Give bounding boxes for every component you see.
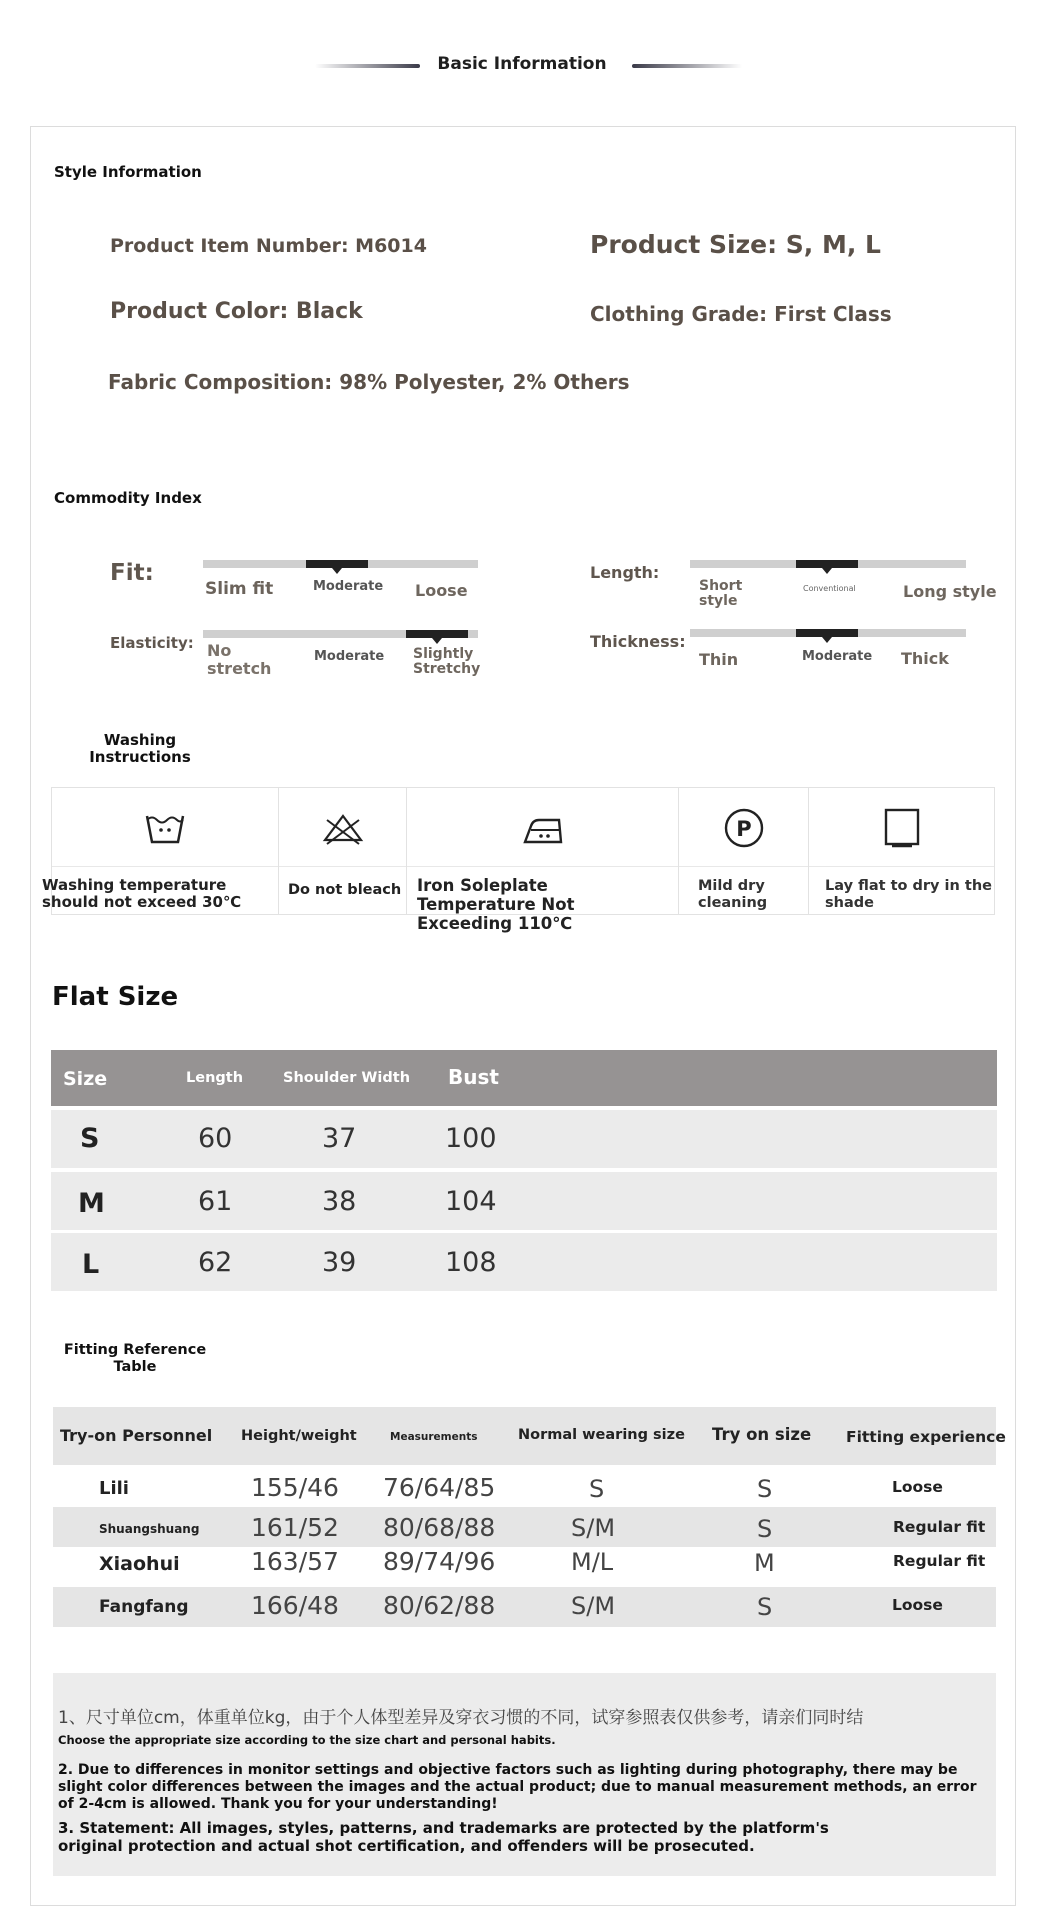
fit-scale-left: Slim fit [205, 579, 274, 599]
fitting-reference-title: Fitting Reference Table [63, 1342, 207, 1376]
fit-scale-right: Loose [415, 581, 468, 600]
wash-text-dry-flat: Lay flat to dry in the shade [825, 878, 992, 911]
elasticity-scale-right: Slightly Stretchy [413, 646, 481, 678]
flat-size-row [51, 1110, 997, 1168]
fitting-cell: M [754, 1549, 775, 1577]
flat-size-cell: 38 [322, 1186, 357, 1217]
fitting-header-personnel: Try-on Personnel [60, 1426, 213, 1445]
wash-text-temperature: Washing temperature should not exceed 30℃ [42, 876, 242, 912]
fitting-header-try-on-size: Try on size [712, 1425, 812, 1444]
flat-size-cell: M [78, 1188, 105, 1219]
fitting-cell: S [757, 1475, 773, 1503]
wash-30-icon [143, 806, 187, 850]
fitting-cell: Regular fit [893, 1552, 986, 1570]
note-line-1-cn: 1、尺寸单位cm，体重单位kg，由于个人体型差异及穿衣习惯的不同，试穿参照表仅供参考，请亲们同时结 [58, 1708, 864, 1728]
fitting-cell: 166/48 [251, 1591, 339, 1620]
fitting-row [53, 1547, 996, 1587]
fitting-cell: 80/68/88 [383, 1513, 496, 1542]
length-scale-bar [690, 560, 966, 568]
thickness-scale-mid: Moderate [802, 649, 873, 664]
fitting-cell: Regular fit [893, 1518, 986, 1536]
fitting-cell: S [757, 1515, 773, 1543]
style-information-label: Style Information [54, 163, 202, 181]
thickness-scale-left: Thin [699, 650, 739, 669]
elasticity-scale-marker [406, 630, 468, 638]
length-scale-mid: Conventional [803, 584, 856, 593]
flat-size-header-size: Size [63, 1068, 108, 1090]
flat-size-header-length: Length [186, 1070, 244, 1086]
flat-size-cell: 39 [322, 1247, 357, 1278]
thickness-label: Thickness: [590, 632, 686, 651]
flat-size-cell: 104 [445, 1186, 497, 1217]
clothing-grade: Clothing Grade: First Class [590, 302, 892, 326]
thickness-scale-bar [690, 629, 966, 637]
product-size: Product Size: S, M, L [590, 230, 881, 259]
flat-size-header-shoulder: Shoulder Width [283, 1070, 411, 1086]
flat-size-title: Flat Size [52, 982, 179, 1012]
fitting-cell: M/L [571, 1548, 614, 1576]
fitting-cell-name: Lili [99, 1478, 129, 1499]
do-not-bleach-icon [321, 806, 365, 850]
wash-text-dry-clean: Mild dry cleaning [698, 878, 768, 911]
flat-size-cell: 108 [445, 1247, 497, 1278]
length-label: Length: [590, 563, 660, 582]
fitting-cell: S/M [571, 1514, 616, 1542]
fitting-header-normal-size: Normal wearing size [518, 1427, 685, 1443]
fabric-composition: Fabric Composition: 98% Polyester, 2% Others [108, 370, 630, 394]
fitting-cell: 76/64/85 [383, 1473, 496, 1502]
flat-size-cell: 100 [445, 1123, 497, 1154]
fitting-header-row [53, 1407, 1006, 1465]
flat-size-header-row [51, 1050, 997, 1106]
fitting-row [53, 1507, 996, 1547]
flat-size-row [51, 1233, 997, 1291]
fitting-header-measurements: Measurements [390, 1431, 478, 1443]
fitting-header-height-weight: Height/weight [241, 1428, 357, 1444]
flat-size-cell: L [82, 1249, 100, 1280]
fitting-cell-name: Xiaohui [99, 1553, 180, 1575]
svg-text:P: P [735, 817, 752, 841]
length-scale-right: Long style [903, 582, 997, 601]
fitting-cell: 89/74/96 [383, 1547, 496, 1576]
note-line-1-en: Choose the appropriate size according to the size chart and personal habits. [58, 1733, 556, 1747]
flat-size-cell: S [80, 1123, 100, 1154]
product-item-number: Product Item Number: M6014 [110, 235, 427, 257]
flat-size-cell: 62 [198, 1247, 233, 1278]
fitting-row [53, 1467, 996, 1507]
fitting-cell: Loose [892, 1596, 943, 1614]
wash-text-bleach: Do not bleach [288, 882, 402, 898]
fitting-cell: 163/57 [251, 1547, 339, 1576]
fit-scale-mid: Moderate [313, 579, 384, 594]
dry-clean-p-icon [722, 806, 766, 850]
thickness-scale-marker [796, 629, 858, 637]
fitting-cell: S [757, 1593, 773, 1621]
length-scale-left: Short style [699, 578, 743, 610]
fit-scale-bar [203, 560, 478, 568]
flat-size-header-bust: Bust [448, 1065, 499, 1089]
product-color: Product Color: Black [110, 299, 363, 324]
flat-size-cell: 60 [198, 1123, 233, 1154]
fitting-cell-name: Shuangshuang [99, 1522, 200, 1536]
notes-box [53, 1673, 996, 1876]
fitting-header-experience: Fitting experience [846, 1428, 1006, 1446]
wash-text-iron: Iron Soleplate Temperature Not Exceeding 110℃ [417, 876, 575, 933]
commodity-index-label: Commodity Index [54, 489, 202, 507]
fitting-cell-name: Fangfang [99, 1597, 189, 1617]
flat-size-cell: 61 [198, 1186, 233, 1217]
dry-flat-shade-icon [880, 806, 924, 850]
iron-110-icon [521, 806, 565, 850]
note-line-3: 3. Statement: All images, styles, patterns, and trademarks are protected by the platform's original protection and actual shot certification, and offenders will be prosecuted. [58, 1819, 829, 1855]
elasticity-label: Elasticity: [110, 634, 194, 652]
elasticity-scale-mid: Moderate [314, 649, 385, 664]
fit-scale-marker [306, 560, 368, 568]
note-line-2: 2. Due to differences in monitor settings and objective factors such as lighting during photography, there may be slight color differences between the images and the actual product; due to manual measurement methods, an error of 2-4cm is allowed. Thank you for your understanding! [58, 1762, 977, 1813]
thickness-scale-right: Thick [901, 649, 949, 668]
fitting-cell: Loose [892, 1478, 943, 1496]
flat-size-cell: 37 [322, 1123, 357, 1154]
length-scale-marker [796, 560, 858, 568]
fitting-cell: 80/62/88 [383, 1591, 496, 1620]
fitting-cell: 161/52 [251, 1513, 339, 1542]
fitting-cell: S [589, 1475, 605, 1503]
flat-size-row [51, 1172, 997, 1230]
fitting-row [53, 1587, 996, 1627]
elasticity-scale-bar [203, 630, 478, 638]
elasticity-scale-left: No stretch [207, 641, 272, 678]
fit-label: Fit: [110, 560, 154, 586]
page-title: Basic Information [437, 54, 607, 74]
fitting-cell: S/M [571, 1592, 616, 1620]
header-decor-line-right [632, 64, 742, 68]
washing-instructions-label: Washing Instructions [89, 731, 191, 767]
fitting-cell: 155/46 [251, 1473, 339, 1502]
